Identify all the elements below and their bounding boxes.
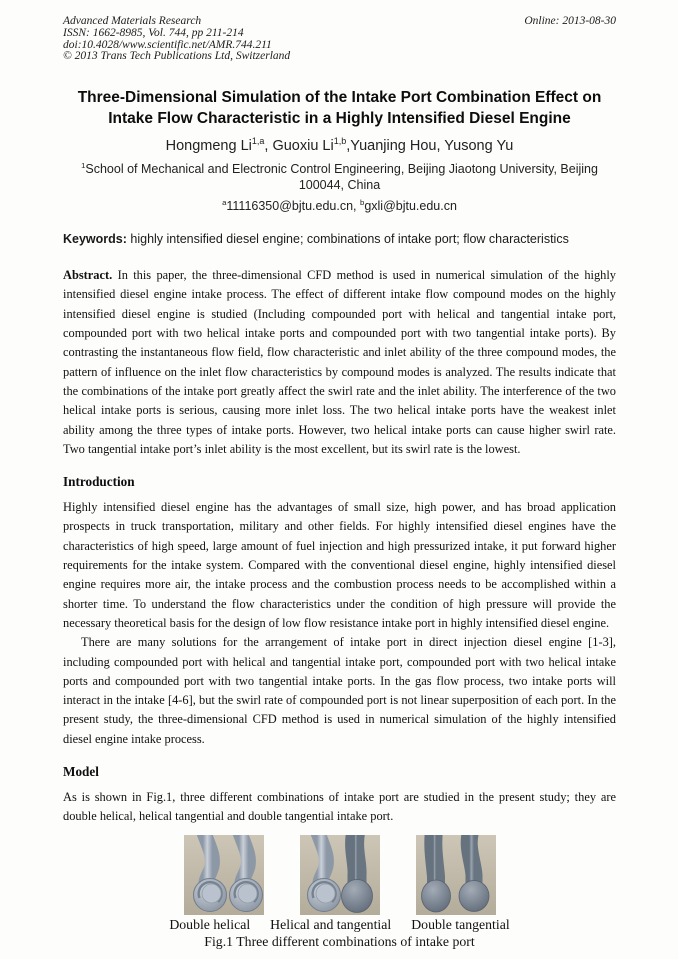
email-address: gxli@bjtu.edu.cn [364, 199, 457, 214]
author-name: Guoxiu Li [272, 138, 334, 155]
section-heading-model: Model [63, 764, 99, 780]
authors-line [63, 138, 616, 154]
abstract-text: In this paper, the three-dimensional CFD method is used in numerical simulation of the highly intensified diesel engine intake process. The effect of different intake flow compound modes on the highly intensified diesel engine is studied (Including compounded port with helical and tangential intake port, compounded port with two helical intake ports and compounded port with two tangential intake ports). By contrasting the instantaneous flow field, flow characteristic and inlet ability of the three compound modes, the pattern of influence on the inlet flow characteristics by compound modes is analyzed. The results indicate that the combinations of the intake port greatly affect the swirl rate and the inlet ability. The interference of the two helical intake ports is serious, causing more inlet loss. The two helical intake ports have the weakest inlet ability among the three types of intake ports. However, two helical intake ports can cause higher swirl rate. Two tangential intake port’s inlet ability is the most excellent, but its swirl rate is the lowest. [63, 268, 616, 456]
paper-title: Three-Dimensional Simulation of the Intake Port Combination Effect on Intake Flow Characteristic in a Highly Intensified Diesel Engine [77, 89, 602, 128]
author-superscript: 1,b [333, 136, 347, 147]
keywords-text: highly intensified diesel engine; combinations of intake port; flow characteristics [130, 232, 569, 247]
doi-line: doi:10.4028/www.scientific.net/AMR.744.211 [63, 38, 272, 51]
masthead-left [63, 16, 290, 63]
author-superscript: 1,a [251, 136, 265, 147]
introduction-paragraph-1: Highly intensified diesel engine has the advantages of small size, high power, and has broad application prospects in truck transportation, military and other fields. For highly intensified diesel engines have the characteristics of high speed, large amount of fuel injection and high pressurized intake, it put forward higher requirements for the intake system. Compared with the conventional diesel engine, highly intensified diesel engine requires more air, the intake process and the combustion process needs to be accomplished within a shorter time. To understand the flow characteristics under the condition of high pressure will provide the necessary theoretical basis for the design of low flow resistance intake port in highly intensified diesel engine. [63, 500, 616, 630]
abstract-label: Abstract. [63, 268, 113, 283]
figure-1 [63, 835, 616, 950]
issn-line: ISSN: 1662-8985, Vol. 744, pp 211-214 [63, 26, 244, 39]
email-superscript: b [360, 198, 365, 208]
model-paragraph: As is shown in Fig.1, three different combinations of intake port are studied in the present study; they are double helical, helical tangential and double tangential intake port. [63, 790, 616, 824]
author-separator: , [346, 138, 351, 155]
figure-caption: Fig.1 Three different combinations of intake port [204, 933, 475, 949]
keywords-label: Keywords: [63, 232, 127, 247]
helical-and-tangential-port-image [300, 835, 380, 915]
copyright-line: © 2013 Trans Tech Publications Ltd, Switzerland [63, 50, 291, 63]
journal-masthead [63, 16, 616, 63]
affiliation-line [76, 161, 604, 193]
section-heading-introduction: Introduction [63, 474, 135, 490]
author-name: Hongmeng Li [165, 138, 252, 155]
email-superscript: a [222, 198, 227, 208]
affiliation-superscript: 1 [81, 161, 86, 171]
abstract-paragraph [63, 266, 616, 459]
keywords-line [63, 232, 616, 246]
figure-images-row [63, 835, 616, 915]
introduction-paragraph-2: There are many solutions for the arrangement of intake port in direct injection diesel engine [1-3], including compounded port with helical and tangential intake port, compounded port with two helical intake ports and compounded port with two tangential intake ports. In the gas flow process, two intake ports will interact in the intake [4-6], but the swirl rate of compounded port is not linear superposition of each port. In the present study, the three-dimensional CFD method is used in numerical simulation of the highly intensified diesel engine intake process. [63, 635, 616, 746]
author-separator: , [264, 138, 273, 155]
author-names: Yuanjing Hou, Yusong Yu [350, 138, 514, 155]
emails-line [63, 199, 616, 213]
journal-title: Advanced Materials Research [63, 15, 202, 27]
figure-label-double-helical: Double helical [169, 916, 251, 932]
figure-label-helical-and-tangential: Helical and tangential [270, 916, 392, 932]
affiliation-text: School of Mechanical and Electronic Control Engineering, Beijing Jiaotong University, Beijing 100044, China [85, 162, 598, 193]
online-date: Online: 2013-08-30 [524, 15, 616, 27]
figure-label-double-tangential: Double tangential [411, 916, 510, 932]
double-tangential-port-image [416, 835, 496, 915]
email-address: 11116350@bjtu.edu.cn, [226, 199, 357, 214]
figure-labels-row [63, 917, 616, 933]
double-helical-port-image [184, 835, 264, 915]
